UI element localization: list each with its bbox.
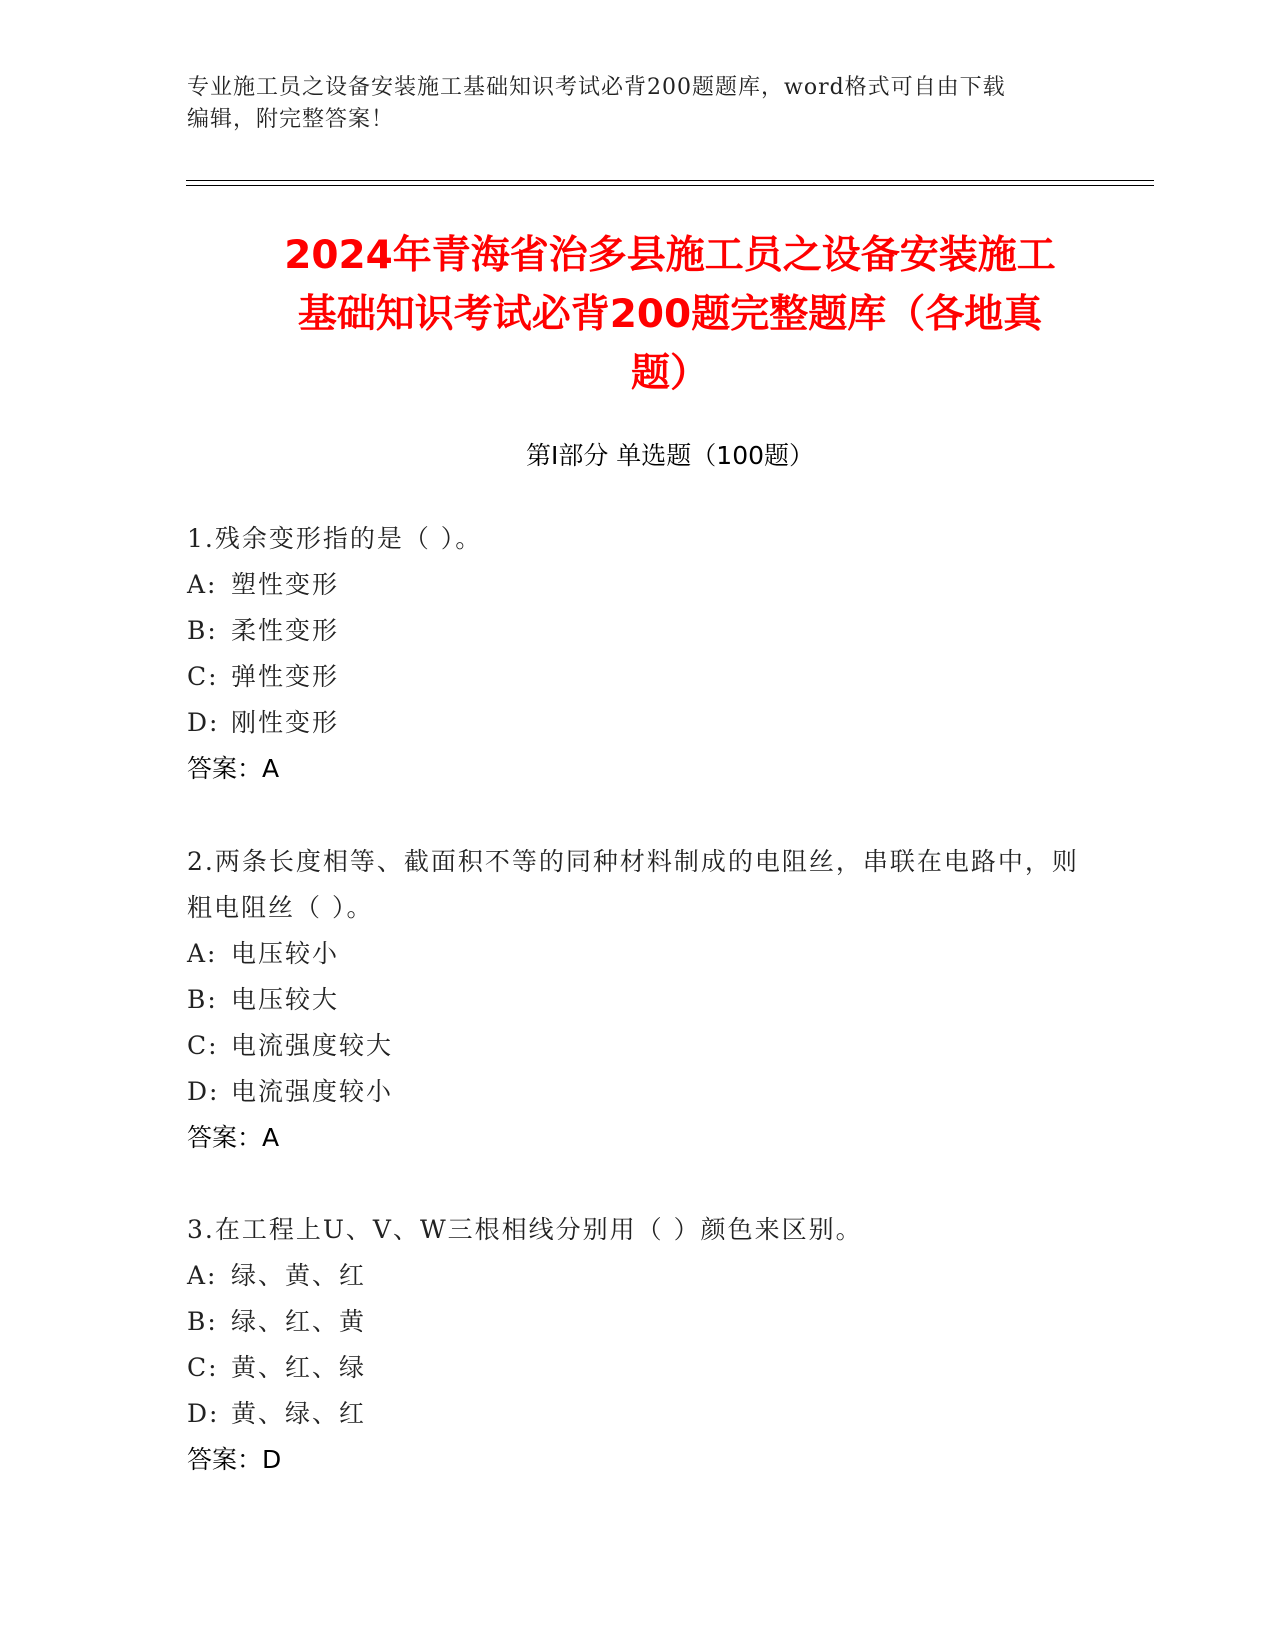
option-key: C: — [187, 1031, 219, 1060]
option-d — [187, 1069, 1087, 1115]
header-note-line-2: 编辑，附完整答案！ — [187, 107, 395, 132]
option-text: 绿、红、黄 — [231, 1307, 367, 1336]
option-text: 电流强度较大 — [231, 1031, 394, 1060]
option-text: 电压较大 — [231, 985, 340, 1014]
question-stem: 2.两条长度相等、截面积不等的同种材料制成的电阻丝，串联在电路中，则粗电阻丝（ ）。 — [187, 847, 1079, 922]
option-key: A: — [187, 570, 218, 599]
document-title-line-2: 基础知识考试必背200题完整题库（各地真 — [297, 292, 1043, 337]
option-key: A: — [187, 939, 218, 968]
option-text: 电压较小 — [231, 939, 340, 968]
option-key: B: — [187, 1307, 218, 1336]
option-d — [187, 1391, 1087, 1437]
option-a — [187, 562, 1087, 608]
document-title-line-1: 2024年青海省治多县施工员之设备安装施工 — [284, 233, 1056, 278]
answer-line: 答案：A — [187, 1123, 280, 1152]
option-b — [187, 977, 1087, 1023]
question-stem: 1.残余变形指的是（ ）。 — [187, 524, 483, 553]
option-a — [187, 931, 1087, 977]
option-d — [187, 700, 1087, 746]
option-key: A: — [187, 1261, 218, 1290]
option-c — [187, 654, 1087, 700]
option-b — [187, 1299, 1087, 1345]
header-note — [187, 72, 1087, 136]
section-heading: 第Ⅰ部分 单选题（100题） — [525, 441, 815, 470]
option-b — [187, 608, 1087, 654]
option-key: C: — [187, 662, 219, 691]
option-text: 黄、红、绿 — [231, 1353, 367, 1382]
header-divider-bottom — [186, 185, 1154, 186]
option-text: 塑性变形 — [231, 570, 340, 599]
option-text: 黄、绿、红 — [231, 1399, 367, 1428]
header-divider-top — [186, 180, 1154, 181]
option-text: 绿、黄、红 — [231, 1261, 367, 1290]
option-text: 柔性变形 — [231, 616, 340, 645]
option-text: 电流强度较小 — [231, 1077, 394, 1106]
header-note-line-1: 专业施工员之设备安装施工基础知识考试必背200题题库，word格式可自由下载 — [187, 75, 1006, 100]
option-key: D: — [187, 708, 220, 737]
question-2 — [187, 839, 1087, 1161]
option-key: D: — [187, 1077, 220, 1106]
option-key: C: — [187, 1353, 219, 1382]
option-key: D: — [187, 1399, 220, 1428]
document-title — [186, 226, 1154, 403]
option-text: 弹性变形 — [231, 662, 340, 691]
answer-line: 答案：D — [187, 1445, 282, 1474]
question-stem: 3.在工程上U、V、W三根相线分别用（ ）颜色来区别。 — [187, 1215, 863, 1244]
option-key: B: — [187, 616, 218, 645]
document-title-line-3: 题） — [630, 351, 709, 396]
option-key: B: — [187, 985, 218, 1014]
option-a — [187, 1253, 1087, 1299]
answer-line: 答案：A — [187, 754, 280, 783]
option-text: 刚性变形 — [231, 708, 340, 737]
option-c — [187, 1345, 1087, 1391]
option-c — [187, 1023, 1087, 1069]
question-3 — [187, 1207, 1087, 1483]
question-1 — [187, 516, 1087, 792]
